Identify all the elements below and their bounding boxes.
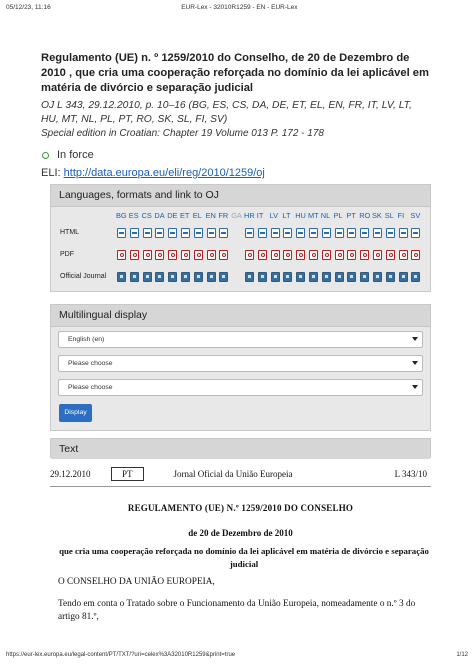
pdf-icon-lv[interactable] xyxy=(271,250,280,260)
pdf-icon-it[interactable] xyxy=(258,250,267,260)
print-header xyxy=(6,4,468,11)
pdf-icon-sl[interactable] xyxy=(386,250,395,260)
html-icon-it[interactable] xyxy=(258,228,267,238)
language-code-ga: GA xyxy=(231,211,242,220)
eli-line xyxy=(41,167,431,179)
html-icon-el[interactable] xyxy=(194,228,203,238)
pdf-icon-nl[interactable] xyxy=(322,250,331,260)
html-icon-sv[interactable] xyxy=(411,228,420,238)
row-label-pdf: PDF xyxy=(60,251,74,258)
oj-icon-it[interactable] xyxy=(258,272,267,282)
document-title: Regulamento (UE) n. º 1259/2010 do Conselho, de 20 de Dezembro de 2010 , que cria uma cooperação reforçada no domínio da lei aplicável em matéria de divórcio e separação judicial xyxy=(41,52,429,94)
pdf-icon-pl[interactable] xyxy=(335,250,344,260)
text-panel-title: Text xyxy=(51,439,430,459)
language-code-et: ET xyxy=(180,211,190,220)
oj-icon-fr[interactable] xyxy=(219,272,228,282)
html-icon-fr[interactable] xyxy=(219,228,228,238)
oj-icon-sv[interactable] xyxy=(411,272,420,282)
pdf-icon-fr[interactable] xyxy=(219,250,228,260)
language-select-3-value: Please choose xyxy=(68,384,113,391)
pdf-icon-et[interactable] xyxy=(181,250,190,260)
pdf-icon-lt[interactable] xyxy=(283,250,292,260)
html-icon-fi[interactable] xyxy=(399,228,408,238)
language-code-mt: MT xyxy=(308,211,319,220)
language-code-nl: NL xyxy=(320,211,331,220)
print-url: https://eur-lex.europa.eu/legal-content/PT/TXT/?uri=celex%3A32010R1259&print=true xyxy=(6,652,236,658)
language-code-pt: PT xyxy=(346,211,356,220)
html-icon-mt[interactable] xyxy=(309,228,318,238)
language-code-de: DE xyxy=(167,211,178,220)
oj-icon-et[interactable] xyxy=(181,272,190,282)
status xyxy=(41,149,431,161)
html-icon-de[interactable] xyxy=(168,228,177,238)
html-icon-pt[interactable] xyxy=(347,228,356,238)
oj-icon-es[interactable] xyxy=(130,272,139,282)
text-panel xyxy=(50,438,431,458)
oj-icon-pl[interactable] xyxy=(335,272,344,282)
oj-header-row xyxy=(50,464,431,484)
language-code-lv: LV xyxy=(269,211,279,220)
languages-panel xyxy=(50,184,431,292)
language-code-ro: RO xyxy=(359,211,371,220)
oj-language-box: PT xyxy=(111,467,144,481)
language-select-2-value: Please choose xyxy=(68,360,113,367)
oj-icon-de[interactable] xyxy=(168,272,177,282)
oj-page-ref: L 343/10 xyxy=(394,469,427,479)
html-icon-cs[interactable] xyxy=(143,228,152,238)
oj-icon-mt[interactable] xyxy=(309,272,318,282)
regulation-heading: REGULAMENTO (UE) N.º 1259/2010 DO CONSELHO xyxy=(127,503,354,513)
language-select-1-value: English (en) xyxy=(68,336,105,343)
pdf-icon-el[interactable] xyxy=(194,250,203,260)
language-select-1[interactable] xyxy=(58,331,423,348)
language-code-en: EN xyxy=(205,211,216,220)
print-page-number: 1/12 xyxy=(456,652,468,658)
language-code-fi: FI xyxy=(397,211,405,220)
language-code-lt: LT xyxy=(282,211,291,220)
language-code-it: IT xyxy=(256,211,264,220)
language-select-3[interactable] xyxy=(58,379,423,396)
pdf-icon-de[interactable] xyxy=(168,250,177,260)
html-icon-da[interactable] xyxy=(155,228,164,238)
oj-icon-hu[interactable] xyxy=(296,272,305,282)
pdf-icon-es[interactable] xyxy=(130,250,139,260)
chevron-down-icon xyxy=(412,337,418,341)
pdf-icon-ro[interactable] xyxy=(360,250,369,260)
oj-icon-el[interactable] xyxy=(194,272,203,282)
html-icon-sk[interactable] xyxy=(373,228,382,238)
oj-reference: OJ L 343, 29.12.2010, p. 10–16 (BG, ES, CS, DA, DE, ET, EL, EN, FR, IT, LV, LT, HU, MT, NL, PL, PT, RO, SK, SL, FI, SV) xyxy=(41,100,412,125)
html-icon-en[interactable] xyxy=(207,228,216,238)
eli-label: ELI: xyxy=(41,167,61,179)
language-code-sl: SL xyxy=(384,211,394,220)
chevron-down-icon xyxy=(412,385,418,389)
recital-treaty: Tendo em conta o Tratado sobre o Funcionamento da União Europeia, nomeadamente o n.º 3 do artigo 81.º, xyxy=(58,599,416,622)
eli-link[interactable]: http://data.europa.eu/eli/reg/2010/1259/oj xyxy=(63,167,265,179)
oj-icon-hr[interactable] xyxy=(245,272,254,282)
status-dot-icon xyxy=(42,152,49,159)
language-code-bg: BG xyxy=(116,211,127,220)
pdf-icon-sv[interactable] xyxy=(411,250,420,260)
language-code-hr: HR xyxy=(244,211,255,220)
oj-icon-ro[interactable] xyxy=(360,272,369,282)
oj-icon-lv[interactable] xyxy=(271,272,280,282)
oj-icon-lt[interactable] xyxy=(283,272,292,282)
oj-icon-nl[interactable] xyxy=(322,272,331,282)
oj-date: 29.12.2010 xyxy=(50,469,91,479)
row-label-official-journal: Official Journal xyxy=(60,273,107,280)
display-button[interactable]: Display xyxy=(59,404,92,422)
html-icon-nl[interactable] xyxy=(322,228,331,238)
oj-journal-name: Jornal Oficial da União Europeia xyxy=(173,469,293,479)
pdf-icon-sk[interactable] xyxy=(373,250,382,260)
pdf-icon-bg[interactable] xyxy=(117,250,126,260)
pdf-icon-fi[interactable] xyxy=(399,250,408,260)
html-icon-sl[interactable] xyxy=(386,228,395,238)
pdf-icon-pt[interactable] xyxy=(347,250,356,260)
language-code-sv: SV xyxy=(410,211,421,220)
language-code-da: DA xyxy=(154,211,165,220)
special-edition: Special edition in Croatian: Chapter 19 Volume 013 P. 172 - 178 xyxy=(41,128,324,139)
print-date: 05/12/23, 11:16 xyxy=(6,4,51,11)
pdf-icon-hr[interactable] xyxy=(245,250,254,260)
language-code-el: EL xyxy=(192,211,202,220)
multilingual-panel xyxy=(50,304,431,431)
languages-panel-title: Languages, formats and link to OJ xyxy=(51,185,430,207)
oj-icon-fi[interactable] xyxy=(399,272,408,282)
pdf-icon-da[interactable] xyxy=(155,250,164,260)
status-label: In force xyxy=(57,149,94,161)
oj-icon-bg[interactable] xyxy=(117,272,126,282)
pdf-icon-mt[interactable] xyxy=(309,250,318,260)
row-label-html: HTML xyxy=(60,229,80,236)
print-footer xyxy=(6,652,468,658)
html-icon-ro[interactable] xyxy=(360,228,369,238)
recital-council: O CONSELHO DA UNIÃO EUROPEIA, xyxy=(58,577,215,587)
html-icon-hr[interactable] xyxy=(245,228,254,238)
language-code-hu: HU xyxy=(295,211,306,220)
print-page-title: EUR-Lex - 32010R1259 - EN - EUR-Lex xyxy=(181,4,298,11)
chevron-down-icon xyxy=(412,361,418,365)
html-icon-hu[interactable] xyxy=(296,228,305,238)
language-code-sk: SK xyxy=(372,211,382,220)
pdf-icon-hu[interactable] xyxy=(296,250,305,260)
regulation-subtitle: que cria uma cooperação reforçada no domínio da lei aplicável em matéria de divórcio e separação judicial xyxy=(59,546,429,569)
html-icon-bg[interactable] xyxy=(117,228,126,238)
language-code-pl: PL xyxy=(333,211,343,220)
divider xyxy=(50,486,431,487)
oj-icon-sl[interactable] xyxy=(386,272,395,282)
pdf-icon-cs[interactable] xyxy=(143,250,152,260)
multilingual-panel-title: Multilingual display xyxy=(51,305,430,327)
html-icon-pl[interactable] xyxy=(335,228,344,238)
oj-icon-cs[interactable] xyxy=(143,272,152,282)
language-select-2[interactable] xyxy=(58,355,423,372)
pdf-icon-en[interactable] xyxy=(207,250,216,260)
language-code-cs: CS xyxy=(141,211,152,220)
language-code-es: ES xyxy=(128,211,139,220)
oj-icon-sk[interactable] xyxy=(373,272,382,282)
language-code-fr: FR xyxy=(218,211,229,220)
html-icon-lv[interactable] xyxy=(271,228,280,238)
oj-icon-pt[interactable] xyxy=(347,272,356,282)
html-icon-lt[interactable] xyxy=(283,228,292,238)
regulation-date: de 20 de Dezembro de 2010 xyxy=(188,528,293,538)
html-icon-et[interactable] xyxy=(181,228,190,238)
oj-icon-en[interactable] xyxy=(207,272,216,282)
html-icon-es[interactable] xyxy=(130,228,139,238)
oj-icon-da[interactable] xyxy=(155,272,164,282)
